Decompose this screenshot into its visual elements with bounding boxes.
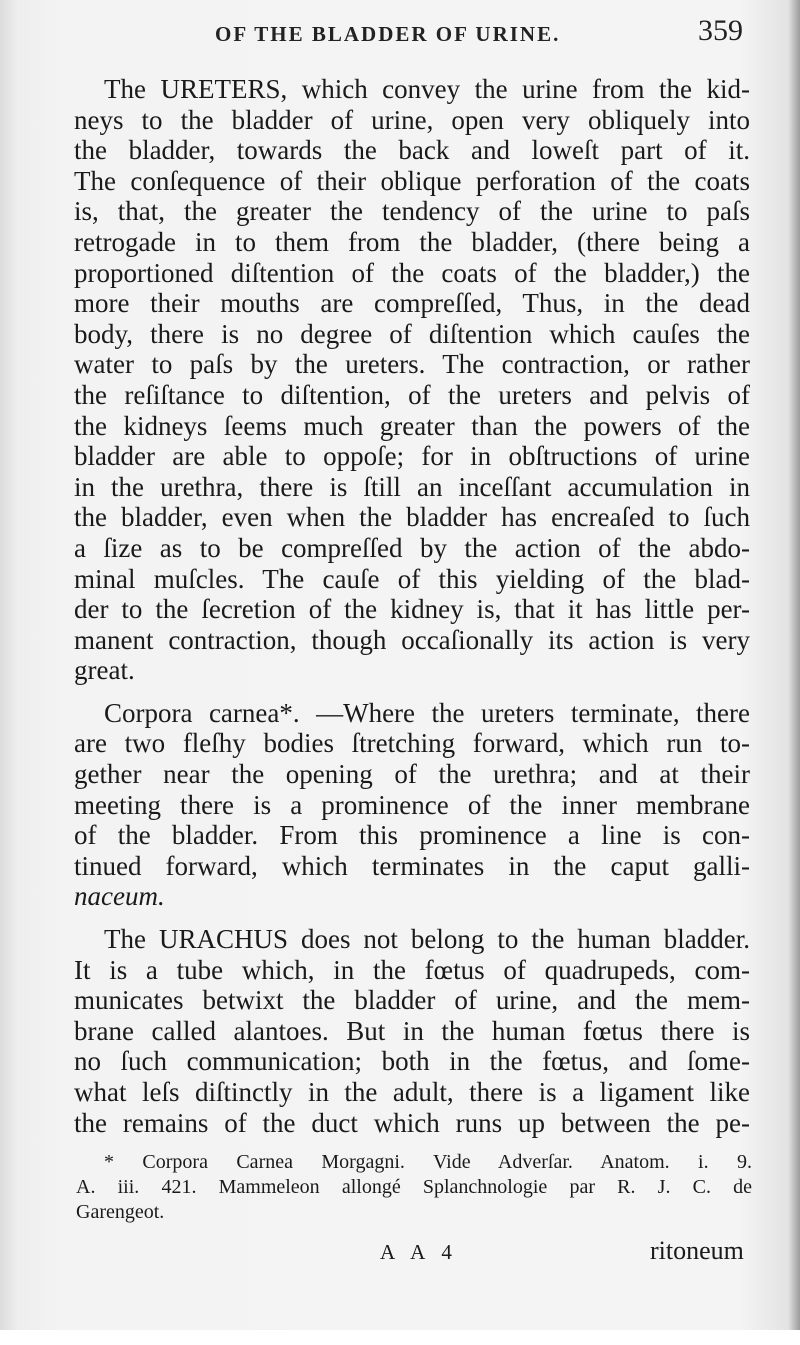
text-line: more their mouths are compreſſed, Thus, in the dead [74,288,750,319]
footnote-line: A. iii. 421. Mammeleon allongé Splanchnologie par R. J. C. de [76,1176,752,1198]
text-line: municates betwixt the bladder of urine, and the mem- [74,985,750,1016]
catchword: ritoneum [650,1236,744,1265]
text-line: manent contraction, though occaſionally its action is very [74,624,750,655]
text-line: neys to the bladder of urine, open very obliquely into [74,104,750,135]
text-line: The URETERS, which convey the urine from the kid- [104,74,750,104]
signature-mark: A A 4 [380,1240,458,1264]
text-line: proportioned diſtention of the coats of the bladder,) the [74,257,750,288]
paragraph-gap [74,686,750,698]
text-line: The URACHUS does not belong to the human bladder. [104,924,750,955]
text-line: is, that, the greater the tendency of the urine to paſs [74,196,750,227]
text-line: are two fleſhy bodies ſtretching forward, which run to- [74,728,750,759]
text-line: the bladder, even when the bladder has encreaſed to ſuch [74,502,750,533]
text-line: It is a tube which, in the fœtus of quadrupeds, com- [74,954,750,985]
text-line: brane called alantoes. But in the human fœtus there is [74,1015,750,1046]
text-line: meeting there is a prominence of the inner membrane [74,789,750,820]
page-bottom-margin [0,1330,800,1345]
footnote-line: Garengeot. [76,1201,165,1223]
text-line: no ſuch communication; both in the fœtus, and ſome- [74,1046,750,1077]
paragraph-gap [74,912,750,924]
text-line: The conſequence of their oblique perforation of the coats [74,165,750,196]
running-head: OF THE BLADDER OF URINE. [215,22,561,46]
main-text [74,74,750,1138]
text-line: in the urethra, there is ſtill an inceſſant accumulation in [74,471,750,502]
page-edge-shadow [788,0,800,1345]
text-line: minal muſcles. The cauſe of this yielding of the blad- [74,563,750,594]
text-line: the reſiſtance to diſtention, of the ureters and pelvis of [74,379,750,410]
text-line: water to paſs by the ureters. The contraction, or rather [74,349,750,380]
text-line: the remains of the duct which runs up between the pe- [74,1107,750,1138]
footnote-line: * Corpora Carnea Morgagni. Vide Adverſar. Anatom. i. 9. [104,1151,752,1173]
text-line: a ſize as to be compreſſed by the action of the abdo- [74,532,750,563]
text-line: the kidneys ſeems much greater than the powers of the [74,410,750,441]
footnote [76,1150,752,1225]
text-line: of the bladder. From this prominence a line is con- [74,820,750,851]
text-line: naceum. [74,881,165,912]
text-line: great. [74,655,135,686]
text-line: der to the ſecretion of the kidney is, that it has little per- [74,594,750,625]
text-line: Corpora carnea*. —Where the ureters terminate, there [104,697,750,728]
text-line: bladder are able to oppoſe; for in obſtructions of urine [74,441,750,472]
text-line: tinued forward, which terminates in the caput galli- [74,850,750,881]
text-line: body, there is no degree of diſtention which cauſes the [74,318,750,349]
text-line: gether near the opening of the urethra; and at their [74,759,750,790]
text-line: retrogade in to them from the bladder, (there being a [74,226,750,257]
page-number: 359 [698,14,743,47]
text-line: what leſs diſtinctly in the adult, there is a ligament like [74,1077,750,1107]
text-line: the bladder, towards the back and loweſt part of it. [74,135,750,166]
